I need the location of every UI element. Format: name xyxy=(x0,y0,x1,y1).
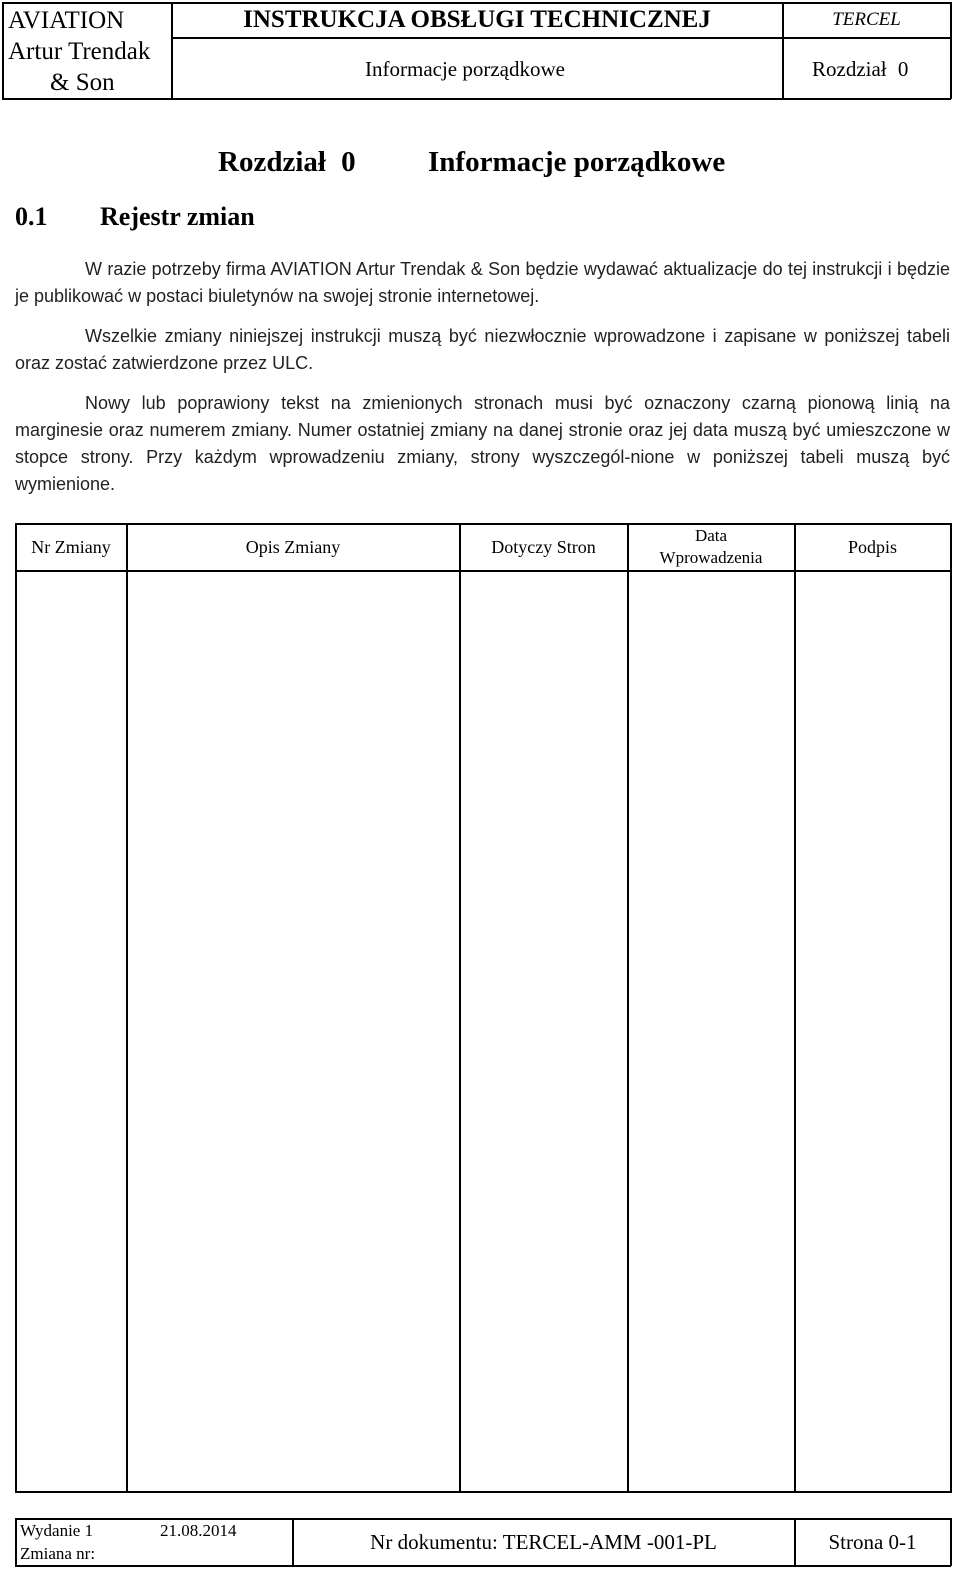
paragraph-2 xyxy=(15,323,950,377)
footer-change-label: Zmiana nr: xyxy=(20,1544,96,1563)
footer-date: 21.08.2014 xyxy=(160,1521,237,1540)
table-header-pages: Dotyczy Stron xyxy=(491,537,596,557)
aircraft-name: TERCEL xyxy=(832,9,901,30)
table-header-date: Data Wprowadzenia xyxy=(659,526,763,567)
table-col-line-4 xyxy=(794,523,796,1493)
chapter-label: Rozdział 0 xyxy=(218,146,356,178)
header-divider-h xyxy=(171,37,951,39)
chapter-title: Informacje porządkowe xyxy=(428,146,726,178)
header-chapter: Rozdział 0 xyxy=(812,57,909,81)
header-frame-bottom xyxy=(2,98,951,100)
footer-edition: Wydanie 1 xyxy=(20,1521,94,1540)
section-title: Rejestr zmian xyxy=(100,202,255,231)
table-header-change-no: Nr Zmiany xyxy=(31,537,111,557)
header-section-name: Informacje porządkowe xyxy=(365,57,565,81)
table-top-border xyxy=(15,523,951,525)
footer-page-number: Strona 0-1 xyxy=(828,1530,917,1554)
header-frame-left xyxy=(2,2,4,99)
table-header-bottom-border xyxy=(15,570,951,572)
table-header-signature: Podpis xyxy=(847,537,898,557)
section-number: 0.1 xyxy=(15,202,48,231)
table-col-line-3 xyxy=(627,523,629,1493)
header-frame-right xyxy=(950,2,952,99)
table-col-line-1 xyxy=(126,523,128,1493)
header-frame-top xyxy=(2,2,951,4)
paragraph-3 xyxy=(15,390,950,498)
company-line-1: AVIATION xyxy=(8,7,125,34)
paragraph-2-text: Wszelkie zmiany niniejszej instrukcji muszą być niezwłocznie wprowadzone i zapisane w poniższej tabeli oraz zostać zatwierdzone przez ULC. xyxy=(15,326,950,373)
footer-frame-right xyxy=(950,1518,952,1566)
company-name xyxy=(8,5,173,98)
paragraph-3-text: Nowy lub poprawiony tekst na zmienionych stronach musi być oznaczony czarną pionową linią na marginesie oraz numerem zmiany. Numer ostatniej zmiany na danej stronie oraz jej data muszą być umieszczone w stopce strony. Przy każdym wprowadzeniu zmiany, strony wyszczegól-nione w poniższej tabeli muszą być wymienione. xyxy=(15,393,950,494)
table-col-line-5 xyxy=(950,523,952,1493)
table-header-description: Opis Zmiany xyxy=(245,537,341,557)
paragraph-1-text: W razie potrzeby firma AVIATION Artur Trendak & Son będzie wydawać aktualizacje do tej instrukcji i będzie je publikować w postaci biuletynów na swojej stronie internetowej. xyxy=(15,259,950,306)
document-title: INSTRUKCJA OBSŁUGI TECHNICZNEJ xyxy=(243,6,711,33)
company-line-2: Artur Trendak xyxy=(8,38,151,65)
company-line-3: & Son xyxy=(50,69,115,96)
table-col-line-0 xyxy=(15,523,17,1493)
footer-document-number: Nr dokumentu: TERCEL-AMM -001-PL xyxy=(370,1530,717,1554)
footer-frame-bottom xyxy=(15,1565,951,1567)
footer-frame-top xyxy=(15,1518,951,1520)
paragraph-1 xyxy=(15,256,950,310)
table-bottom-border xyxy=(15,1491,951,1493)
table-col-line-2 xyxy=(459,523,461,1493)
footer-frame-left xyxy=(15,1518,17,1566)
